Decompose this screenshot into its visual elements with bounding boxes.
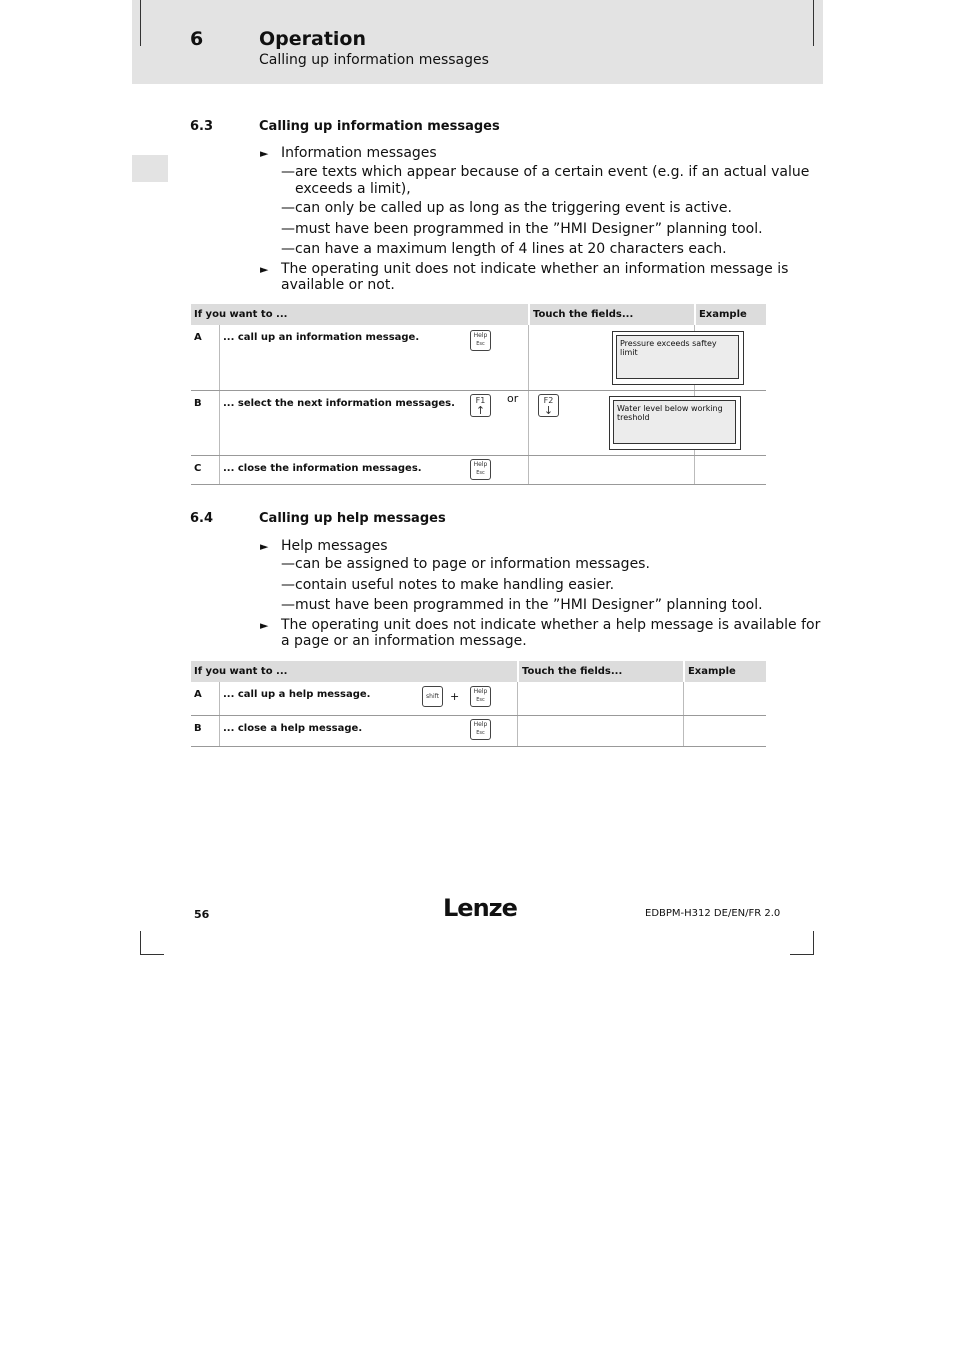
dash-icon: — (281, 164, 295, 180)
chapter-title: Operation (259, 28, 367, 50)
section-title: Calling up information messages (259, 119, 500, 134)
side-tab (132, 155, 168, 182)
bullet-icon: ► (260, 147, 269, 160)
bullet-text: The operating unit does not indicate whether a help message is available for (281, 617, 821, 633)
dash-icon: — (281, 221, 295, 237)
keys-cell (518, 715, 684, 746)
dash-text: can only be called up as long as the triggering event is active. (295, 200, 732, 216)
example-cell (695, 455, 766, 484)
display-message: Pressure exceeds saftey limit (616, 335, 739, 379)
column-header: Example (684, 661, 766, 682)
dash-text: can be assigned to page or information messages. (295, 556, 650, 572)
column-header: Touch the fields... (518, 661, 684, 682)
row-action: ... call up a help message. (220, 682, 518, 715)
chapter-number: 6 (190, 28, 204, 50)
bullet-text: available or not. (281, 277, 395, 293)
plus-label: + (450, 690, 460, 703)
dash-icon: — (281, 577, 295, 593)
dash-icon: — (281, 556, 295, 572)
page-number: 56 (194, 908, 210, 921)
column-header: Example (695, 304, 766, 325)
lenze-logo: Lenze (443, 894, 517, 922)
section-number: 6.4 (190, 511, 214, 526)
row-id: B (191, 390, 220, 455)
bullet-text: Help messages (281, 538, 388, 554)
f2-key[interactable]: F2 ↓ (538, 394, 559, 417)
dash-icon: — (281, 597, 295, 613)
dash-icon: — (281, 241, 295, 257)
keys-cell (529, 455, 695, 484)
crop-mark (140, 954, 164, 955)
down-arrow-icon: ↓ (543, 404, 554, 417)
dash-text: exceeds a limit), (295, 181, 411, 197)
keys-cell (518, 682, 684, 715)
dash-text: are texts which appear because of a certain event (e.g. if an actual value (295, 164, 810, 180)
dash-text: must have been programmed in the ”HMI Designer” planning tool. (295, 221, 763, 237)
column-header: If you want to ... (191, 661, 518, 682)
crop-mark (813, 0, 814, 46)
example-cell (684, 715, 766, 746)
dash-text: must have been programmed in the ”HMI Designer” planning tool. (295, 597, 763, 613)
crop-mark (790, 954, 814, 955)
section-title: Calling up help messages (259, 511, 446, 526)
help-esc-key[interactable]: Help Esc (470, 459, 491, 480)
bullet-text: a page or an information message. (281, 633, 527, 649)
bullet-text: Information messages (281, 145, 437, 161)
row-action: ... close a help message. (220, 715, 518, 746)
column-header: If you want to ... (191, 304, 529, 325)
up-arrow-icon: ↑ (475, 404, 486, 417)
header-band (132, 0, 823, 84)
bullet-icon: ► (260, 263, 269, 276)
row-action: ... call up an information message. (220, 325, 529, 390)
bullet-icon: ► (260, 619, 269, 632)
row-id: A (191, 682, 220, 715)
dash-icon: — (281, 200, 295, 216)
crop-mark (140, 931, 141, 955)
row-id: A (191, 325, 220, 390)
dash-text: contain useful notes to make handling easier. (295, 577, 615, 593)
section-number: 6.3 (190, 119, 214, 134)
f1-key[interactable]: F1 ↑ (470, 394, 491, 417)
crop-mark (813, 931, 814, 955)
help-esc-key[interactable]: Help Esc (470, 686, 491, 707)
column-header: Touch the fields... (529, 304, 695, 325)
help-esc-key[interactable]: Help Esc (470, 719, 491, 740)
shift-key[interactable]: shift (422, 686, 443, 707)
bullet-text: The operating unit does not indicate whether an information message is (281, 261, 789, 277)
document-id: EDBPM-H312 DE/EN/FR 2.0 (645, 908, 781, 919)
or-label: or (507, 392, 519, 405)
bullet-icon: ► (260, 540, 269, 553)
chapter-subtitle: Calling up information messages (259, 52, 489, 68)
row-action: ... close the information messages. (220, 455, 529, 484)
row-id: B (191, 715, 220, 746)
row-action: ... select the next information messages. (220, 390, 529, 455)
help-esc-key[interactable]: Help Esc (470, 330, 491, 351)
example-cell (684, 682, 766, 715)
crop-mark (140, 0, 141, 46)
display-message: Water level below working treshold (613, 400, 736, 444)
row-id: C (191, 455, 220, 484)
dash-text: can have a maximum length of 4 lines at 20 characters each. (295, 241, 727, 257)
